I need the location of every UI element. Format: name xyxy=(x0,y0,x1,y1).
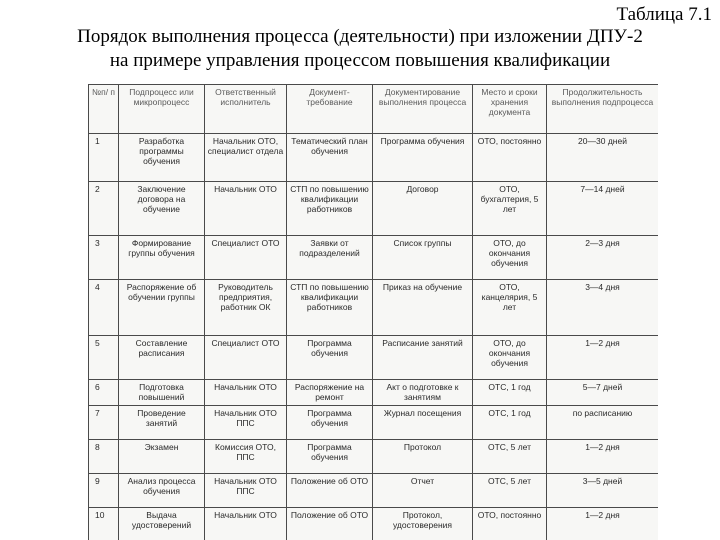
table-cell: Журнал посещения xyxy=(373,406,473,440)
table-cell: ОТО, до окончания обучения xyxy=(473,236,547,280)
table-cell: Руководитель предприятия, работник ОК xyxy=(205,280,287,336)
table-row xyxy=(89,406,659,440)
table-cell: Составление расписания xyxy=(119,336,205,380)
table-cell: ОТО, до окончания обучения xyxy=(473,336,547,380)
table-cell: ОТС, 1 год xyxy=(473,406,547,440)
table-cell: 3—4 дня xyxy=(547,280,659,336)
table-cell: ОТС, 1 год xyxy=(473,380,547,406)
table-cell: 20—30 дней xyxy=(547,134,659,182)
table-cell: 1—2 дня xyxy=(547,508,659,540)
table-cell: Начальник ОТО xyxy=(205,508,287,540)
table-title-line-1: Порядок выполнения процесса (деятельности) при изложении ДПУ-2 xyxy=(77,26,643,47)
table-cell: ОТС, 5 лет xyxy=(473,474,547,508)
table-cell: Подготовка повышений xyxy=(119,380,205,406)
table-cell: 7 xyxy=(89,406,119,440)
table-cell: Разработка программы обучения xyxy=(119,134,205,182)
table-cell: Протокол xyxy=(373,440,473,474)
table-cell: Список группы xyxy=(373,236,473,280)
header-row xyxy=(89,85,659,134)
table-cell: Начальник ОТО xyxy=(205,182,287,236)
table-cell: Программа обучения xyxy=(287,336,373,380)
table-cell: Акт о подготовке к занятиям xyxy=(373,380,473,406)
table-title-line-2: на примере управления процессом повышения квалификации xyxy=(109,50,611,71)
table-cell: 7—14 дней xyxy=(547,182,659,236)
table-cell: Начальник ОТО ППС xyxy=(205,406,287,440)
table-cell: ОТС, 5 лет xyxy=(473,440,547,474)
table-cell: 5—7 дней xyxy=(547,380,659,406)
table-cell: 3 xyxy=(89,236,119,280)
table-row xyxy=(89,474,659,508)
table-row xyxy=(89,134,659,182)
table-cell: СТП по повышению квалификации работников xyxy=(287,182,373,236)
table-row xyxy=(89,336,659,380)
table-cell: Начальник ОТО, специалист отдела xyxy=(205,134,287,182)
table-cell: Начальник ОТО xyxy=(205,380,287,406)
table-cell: Экзамен xyxy=(119,440,205,474)
table-header xyxy=(89,85,659,134)
table-cell: 1 xyxy=(89,134,119,182)
table-cell: 1—2 дня xyxy=(547,336,659,380)
table-cell: Выдача удостоверений xyxy=(119,508,205,540)
table-cell: Специалист ОТО xyxy=(205,336,287,380)
table-cell: Анализ процесса обучения xyxy=(119,474,205,508)
table-cell: Тематический план обучения xyxy=(287,134,373,182)
table-cell: ОТО, канцелярия, 5 лет xyxy=(473,280,547,336)
table-cell: 2—3 дня xyxy=(547,236,659,280)
table-cell: Формирование группы обучения xyxy=(119,236,205,280)
table-cell: Приказ на обучение xyxy=(373,280,473,336)
column-header: Место и сроки хранения документа xyxy=(473,85,547,134)
table-cell: Проведение занятий xyxy=(119,406,205,440)
table-cell: ОТО, постоянно xyxy=(473,134,547,182)
table-row xyxy=(89,380,659,406)
table-cell: Программа обучения xyxy=(287,406,373,440)
table-cell: Специалист ОТО xyxy=(205,236,287,280)
table-cell: Начальник ОТО ППС xyxy=(205,474,287,508)
table-caption: Таблица 7.1 xyxy=(616,4,712,25)
column-header: №п/ п xyxy=(89,85,119,134)
column-header: Подпроцесс или микропроцесс xyxy=(119,85,205,134)
table-cell: Распоряжение на ремонт xyxy=(287,380,373,406)
table-row xyxy=(89,440,659,474)
table-row xyxy=(89,182,659,236)
table-cell: Распоряжение об обучении группы xyxy=(119,280,205,336)
table-cell: Протокол, удостоверения xyxy=(373,508,473,540)
table-cell: 2 xyxy=(89,182,119,236)
table-row xyxy=(89,236,659,280)
table-cell: 1—2 дня xyxy=(547,440,659,474)
table-cell: по расписанию xyxy=(547,406,659,440)
table-cell: Комиссия ОТО, ППС xyxy=(205,440,287,474)
table-cell: Положение об ОТО xyxy=(287,474,373,508)
table-cell: Расписание занятий xyxy=(373,336,473,380)
table-cell: 8 xyxy=(89,440,119,474)
table-cell: Положение об ОТО xyxy=(287,508,373,540)
table-cell: 4 xyxy=(89,280,119,336)
table-cell: Заключение договора на обучение xyxy=(119,182,205,236)
column-header: Ответственный исполнитель xyxy=(205,85,287,134)
column-header: Документирование выполнения процесса xyxy=(373,85,473,134)
table-cell: 3—5 дней xyxy=(547,474,659,508)
table-cell: Заявки от подразделений xyxy=(287,236,373,280)
table-row xyxy=(89,508,659,540)
table-body xyxy=(89,134,659,540)
table-cell: 6 xyxy=(89,380,119,406)
scanned-table-image xyxy=(88,84,658,540)
table-cell: ОТО, постоянно xyxy=(473,508,547,540)
table-cell: 5 xyxy=(89,336,119,380)
table-cell: Договор xyxy=(373,182,473,236)
table-cell: Программа обучения xyxy=(287,440,373,474)
table-cell: 10 xyxy=(89,508,119,540)
table-cell: Программа обучения xyxy=(373,134,473,182)
process-table xyxy=(88,84,658,540)
table-row xyxy=(89,280,659,336)
table-cell: СТП по повышению квалификации работников xyxy=(287,280,373,336)
column-header: Документ-требование xyxy=(287,85,373,134)
table-cell: 9 xyxy=(89,474,119,508)
table-cell: ОТО, бухгалтерия, 5 лет xyxy=(473,182,547,236)
table-cell: Отчет xyxy=(373,474,473,508)
column-header: Продолжительность выполнения подпроцесса xyxy=(547,85,659,134)
